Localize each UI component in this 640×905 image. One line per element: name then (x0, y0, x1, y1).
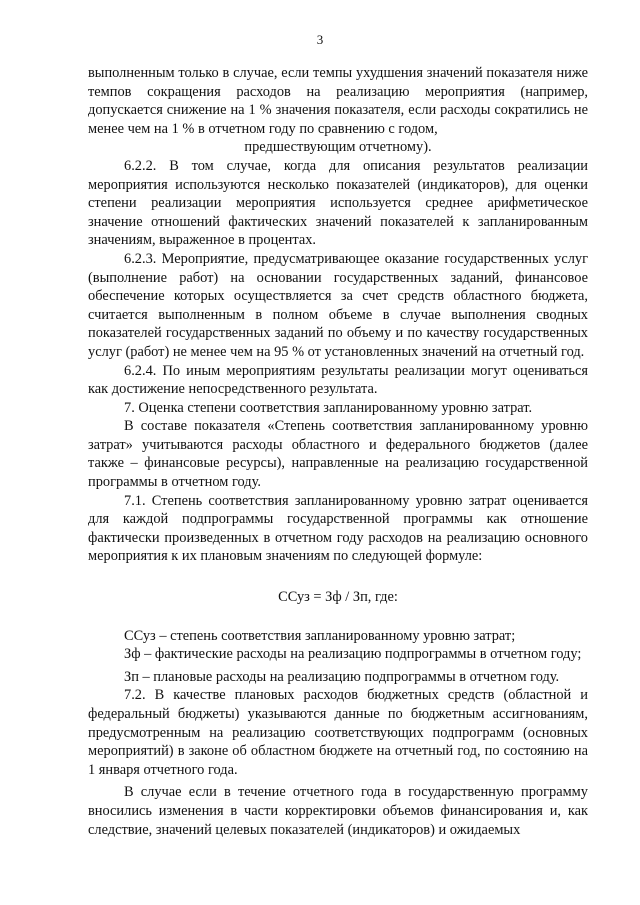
paragraph-continuation-end: предшествующим отчетному). (244, 139, 432, 156)
paragraph-7-intro: В составе показателя «Степень соответствия запланированному уровню затрат» учитываются расходы областного и федерального бюджетов (далее также – финансовые ресурсы), направленные на реализацию государственной программы в отчетном году. (88, 418, 588, 491)
paragraph-7-1: 7.1. Степень соответствия запланированному уровню затрат оценивается для каждой подпрограммы государственной программы как отношение фактически произведенных в отчетном году расходов на реализацию основного мероприятия к их плановым значениям по следующей формуле: (88, 492, 588, 565)
formula: ССуз = Зф / Зп, где: (278, 589, 398, 606)
paragraph-7-2: 7.2. В качестве плановых расходов бюджетных средств (областной и федеральный бюджеты) указываются данные по бюджетным ассигнованиям, предусмотренным на реализацию соответствующих подпрограмм (основных мероприятий) в законе об областном бюджете на отчетный год, по состоянию на 1 января отчетного года. (88, 687, 588, 778)
paragraph-changes: В случае если в течение отчетного года в государственную программу вносились изменения в части корректировки объемов финансирования и, как следствие, значений целевых показателей (индикаторов) и ожидаемых (88, 784, 588, 838)
document-body (88, 64, 588, 839)
page-number: 3 (316, 32, 324, 47)
paragraph-6-2-4: 6.2.4. По иным мероприятиям результаты реализации могут оцениваться как достижение непосредственного результата. (88, 362, 588, 398)
paragraph-continuation: выполненным только в случае, если темпы ухудшения значений показателя ниже темпов сокращения расходов на реализацию мероприятия (например, допускается снижение на 1 % значения показателя, если расходы сократились не менее чем на 1 % в отчетном году по сравнению с годом, (88, 65, 588, 137)
paragraph-6-2-3: 6.2.3. Мероприятие, предусматривающее оказание государственных услуг (выполнение работ) на основании государственных заданий, финансовое обеспечение которых осуществляется за счет средств областного бюджета, считается выполненным в полном объеме в случае выполнения сводных показателей государственных заданий по объему и по качеству государственных услуг (работ) не менее чем на 95 % от установленных значений на отчетный год. (88, 250, 588, 360)
definition-zp: Зп – плановые расходы на реализацию подпрограммы в отчетном году. (124, 668, 560, 685)
section-7-heading: 7. Оценка степени соответствия запланированному уровню затрат. (124, 399, 533, 416)
definition-zf: Зф – фактические расходы на реализацию подпрограммы в отчетном году; (124, 646, 582, 663)
definition-ssuz: ССуз – степень соответствия запланированному уровню затрат; (124, 627, 516, 644)
paragraph-6-2-2: 6.2.2. В том случае, когда для описания результатов реализации мероприятия используются несколько показателей (индикаторов), для оценки степени реализации мероприятия используется среднее арифметическое значение отношений фактических значений показателей к запланированным значениям, выраженное в процентах. (88, 157, 588, 249)
